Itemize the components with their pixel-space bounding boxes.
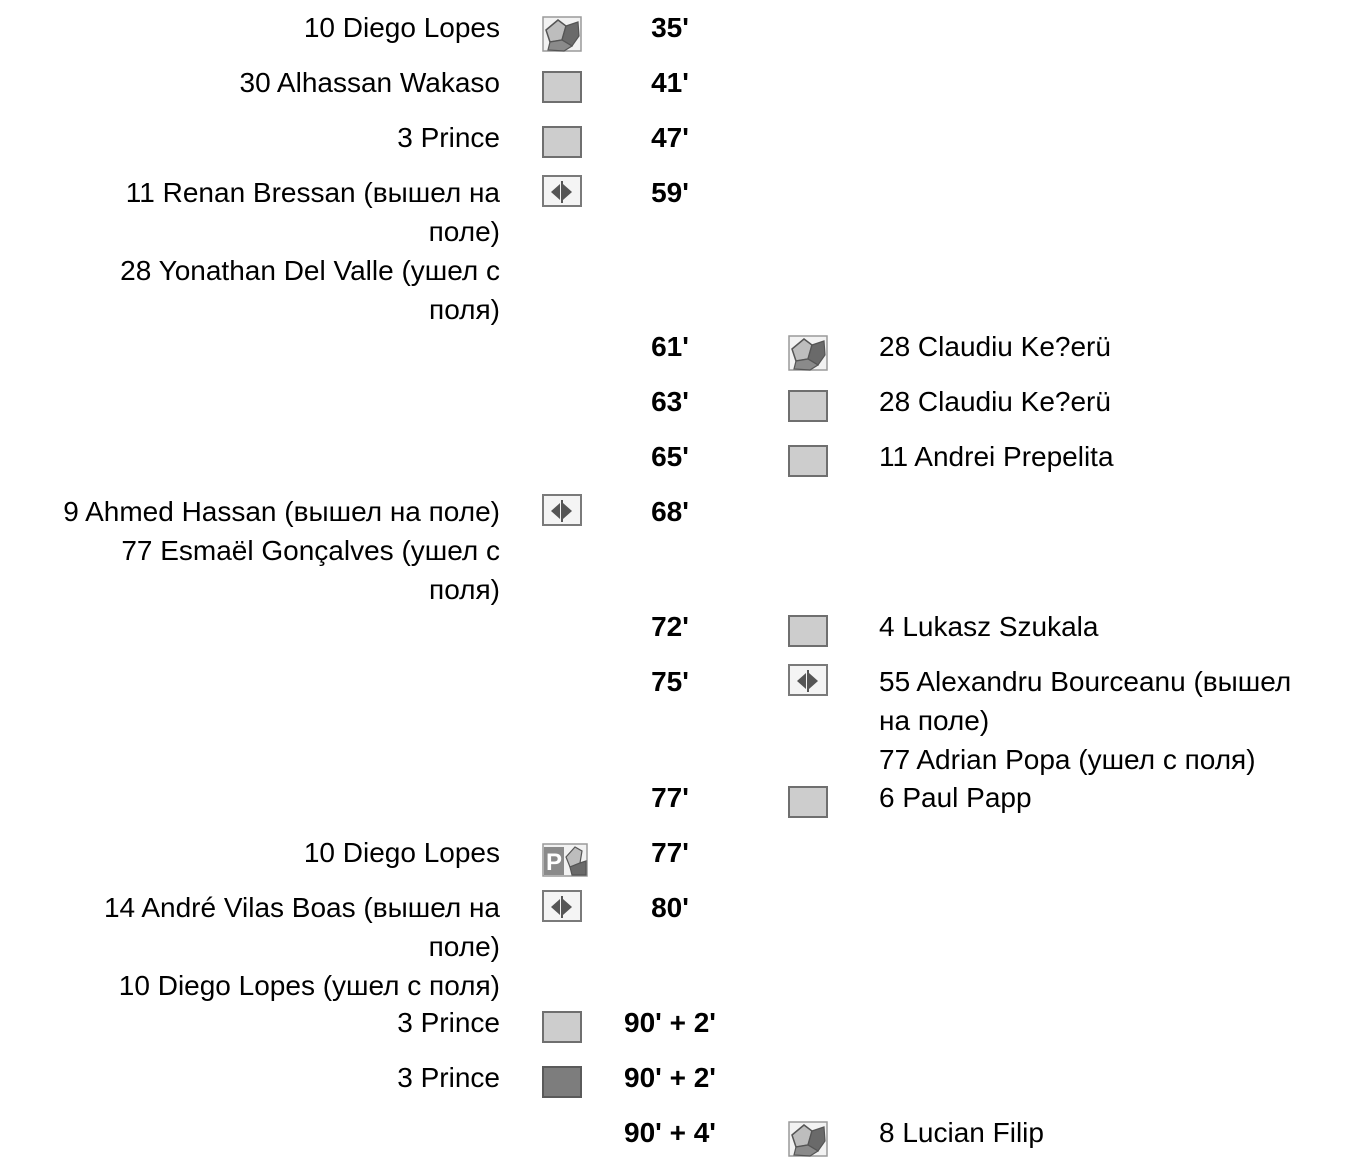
event-minute: 90' + 2' — [624, 1062, 716, 1093]
yellow-card-icon — [542, 126, 582, 158]
home-player-text: 11 Renan Bressan (вышел на поле) 28 Yonathan Del Valle (ушел с поля) — [120, 177, 500, 325]
event-minute: 72' — [651, 611, 689, 642]
away-player-text: 28 Claudiu Ke?erü — [879, 386, 1111, 417]
event-row — [0, 778, 1355, 813]
event-row — [0, 1113, 1355, 1148]
svg-text:P: P — [545, 849, 563, 876]
event-row — [0, 118, 1355, 153]
event-row — [0, 173, 1355, 325]
home-player-text: 3 Prince — [397, 122, 500, 153]
home-player-text: 14 André Vilas Boas (вышел на поле) 10 Diego Lopes (ушел с поля) — [103, 892, 500, 1001]
event-minute: 63' — [651, 386, 689, 417]
yellow-card-icon — [788, 390, 828, 422]
yellow-card-icon — [788, 445, 828, 477]
event-row — [0, 327, 1355, 362]
event-minute: 75' — [651, 666, 689, 697]
event-minute: 77' — [651, 837, 689, 868]
event-minute: 90' + 4' — [624, 1117, 716, 1148]
goal-ball-icon — [788, 335, 828, 371]
away-player-text: 4 Lukasz Szukala — [879, 611, 1099, 642]
yellow-card-icon — [788, 615, 828, 647]
away-player-text: 28 Claudiu Ke?erü — [879, 331, 1111, 362]
away-player-text: 8 Lucian Filip — [879, 1117, 1044, 1148]
home-player-text: 30 Alhassan Wakaso — [239, 67, 500, 98]
substitution-icon — [542, 890, 582, 922]
yellow-card-icon — [788, 786, 828, 818]
event-minute: 68' — [651, 496, 689, 527]
event-row — [0, 437, 1355, 472]
event-minute: 41' — [651, 67, 689, 98]
substitution-icon — [542, 494, 582, 526]
substitution-icon — [542, 175, 582, 207]
event-minute: 61' — [651, 331, 689, 362]
event-row — [0, 63, 1355, 98]
penalty-goal-icon — [542, 843, 588, 877]
away-player-text: 6 Paul Papp — [879, 782, 1032, 813]
away-player-text: 55 Alexandru Bourceanu (вышел на поле) 77 Adrian Popa (ушел с поля) — [879, 666, 1292, 775]
yellow-card-icon — [542, 1011, 582, 1043]
home-player-text: 9 Ahmed Hassan (вышел на поле) 77 Esmaël Gonçalves (ушел с поля) — [63, 496, 500, 605]
event-row — [0, 8, 1355, 43]
substitution-icon — [788, 664, 828, 696]
event-row — [0, 382, 1355, 417]
event-row — [0, 1058, 1355, 1093]
event-row — [0, 1003, 1355, 1038]
home-player-text: 3 Prince — [397, 1007, 500, 1038]
yellow-card-icon — [542, 71, 582, 103]
event-minute: 47' — [651, 122, 689, 153]
goal-ball-icon — [542, 16, 582, 52]
event-row — [0, 492, 1355, 605]
event-minute: 77' — [651, 782, 689, 813]
event-row — [0, 607, 1355, 642]
red-card-icon — [542, 1066, 582, 1098]
event-minute: 90' + 2' — [624, 1007, 716, 1038]
event-minute: 65' — [651, 441, 689, 472]
event-row — [0, 888, 1355, 1001]
event-minute: 35' — [651, 12, 689, 43]
event-row — [0, 833, 1355, 876]
event-row — [0, 662, 1355, 775]
home-player-text: 10 Diego Lopes — [303, 837, 500, 868]
event-minute: 59' — [651, 177, 689, 208]
event-minute: 80' — [651, 892, 689, 923]
goal-ball-icon — [788, 1121, 828, 1157]
away-player-text: 11 Andrei Prepelita — [879, 441, 1114, 472]
home-player-text: 3 Prince — [397, 1062, 500, 1093]
home-player-text: 10 Diego Lopes — [303, 12, 500, 43]
